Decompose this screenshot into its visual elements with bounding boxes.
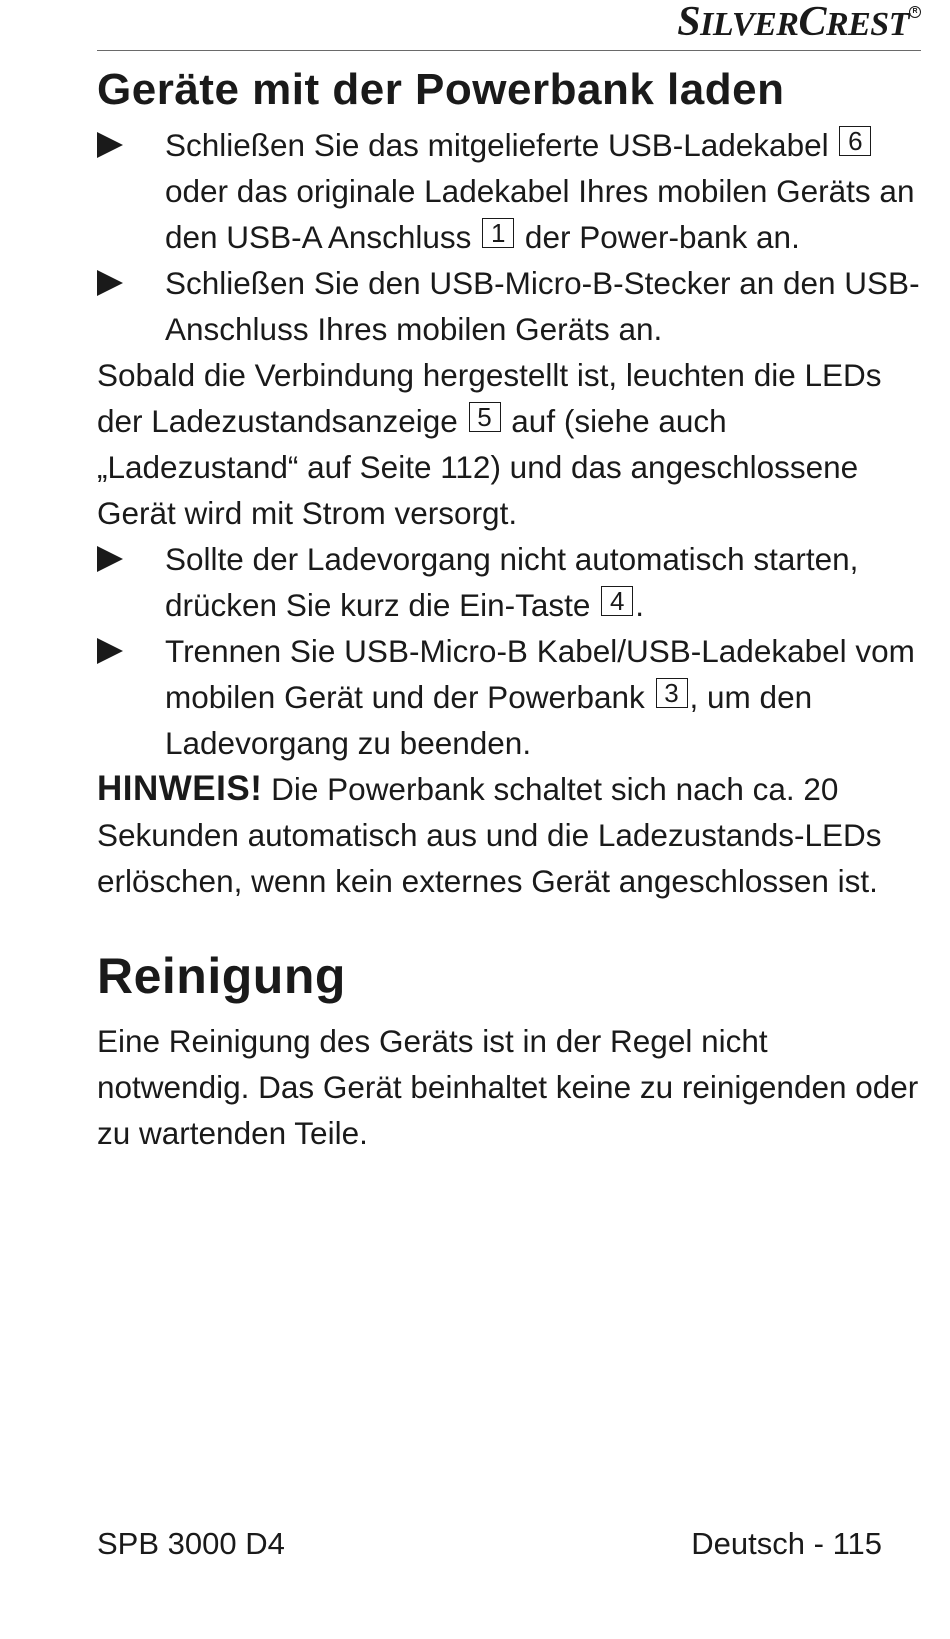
registered-mark-icon: R	[909, 6, 921, 18]
instruction-step: Schließen Sie das mitgelieferte USB-Ladekabel 6 oder das originale Ladekabel Ihres mobilen Geräts an den USB-A Anschluss 1 der Power-bank an.	[97, 122, 927, 260]
section-title-charging: Geräte mit der Powerbank laden	[97, 65, 785, 114]
arrow-bullet-icon	[97, 132, 123, 158]
arrow-bullet-icon	[97, 638, 123, 664]
reference-number-box: 5	[469, 402, 501, 432]
footer-model: SPB 3000 D4	[97, 1526, 285, 1561]
instruction-step: Schließen Sie den USB-Micro-B-Stecker an den USB-Anschluss Ihres mobilen Geräts an.	[97, 260, 927, 352]
page-header	[97, 0, 921, 51]
instruction-step: Trennen Sie USB-Micro-B Kabel/USB-Ladekabel vom mobilen Gerät und der Powerbank 3 , um den Ladevorgang zu beenden.	[97, 628, 927, 766]
arrow-bullet-icon	[97, 546, 123, 572]
body-paragraph: Sobald die Verbindung hergestellt ist, leuchten die LEDs der Ladezustandsanzeige 5 auf (siehe auch „Ladezustand“ auf Seite 112) und das angeschlossene Gerät wird mit Strom versorgt.	[97, 357, 882, 531]
note-label: HINWEIS!	[97, 769, 263, 808]
page-content	[97, 58, 927, 1156]
reference-number-box: 6	[839, 126, 871, 156]
reference-number-box: 3	[656, 678, 688, 708]
footer-page-number: Deutsch - 115	[691, 1526, 882, 1561]
instruction-step: Sollte der Ladevorgang nicht automatisch starten, drücken Sie kurz die Ein-Taste 4 .	[97, 536, 927, 628]
note-paragraph: HINWEIS! Die Powerbank schaltet sich nach ca. 20 Sekunden automatisch aus und die Ladezustands-LEDs erlöschen, wenn kein externes Gerät angeschlossen ist.	[97, 769, 882, 899]
brand-logo: SILVERCREST	[677, 0, 909, 45]
reference-number-box: 4	[601, 586, 633, 616]
arrow-bullet-icon	[97, 270, 123, 296]
reference-number-box: 1	[482, 218, 514, 248]
body-paragraph: Eine Reinigung des Geräts ist in der Regel nicht notwendig. Das Gerät beinhaltet keine zu reinigenden oder zu wartenden Teile.	[97, 1023, 919, 1151]
section-title-cleaning: Reinigung	[97, 948, 346, 1004]
